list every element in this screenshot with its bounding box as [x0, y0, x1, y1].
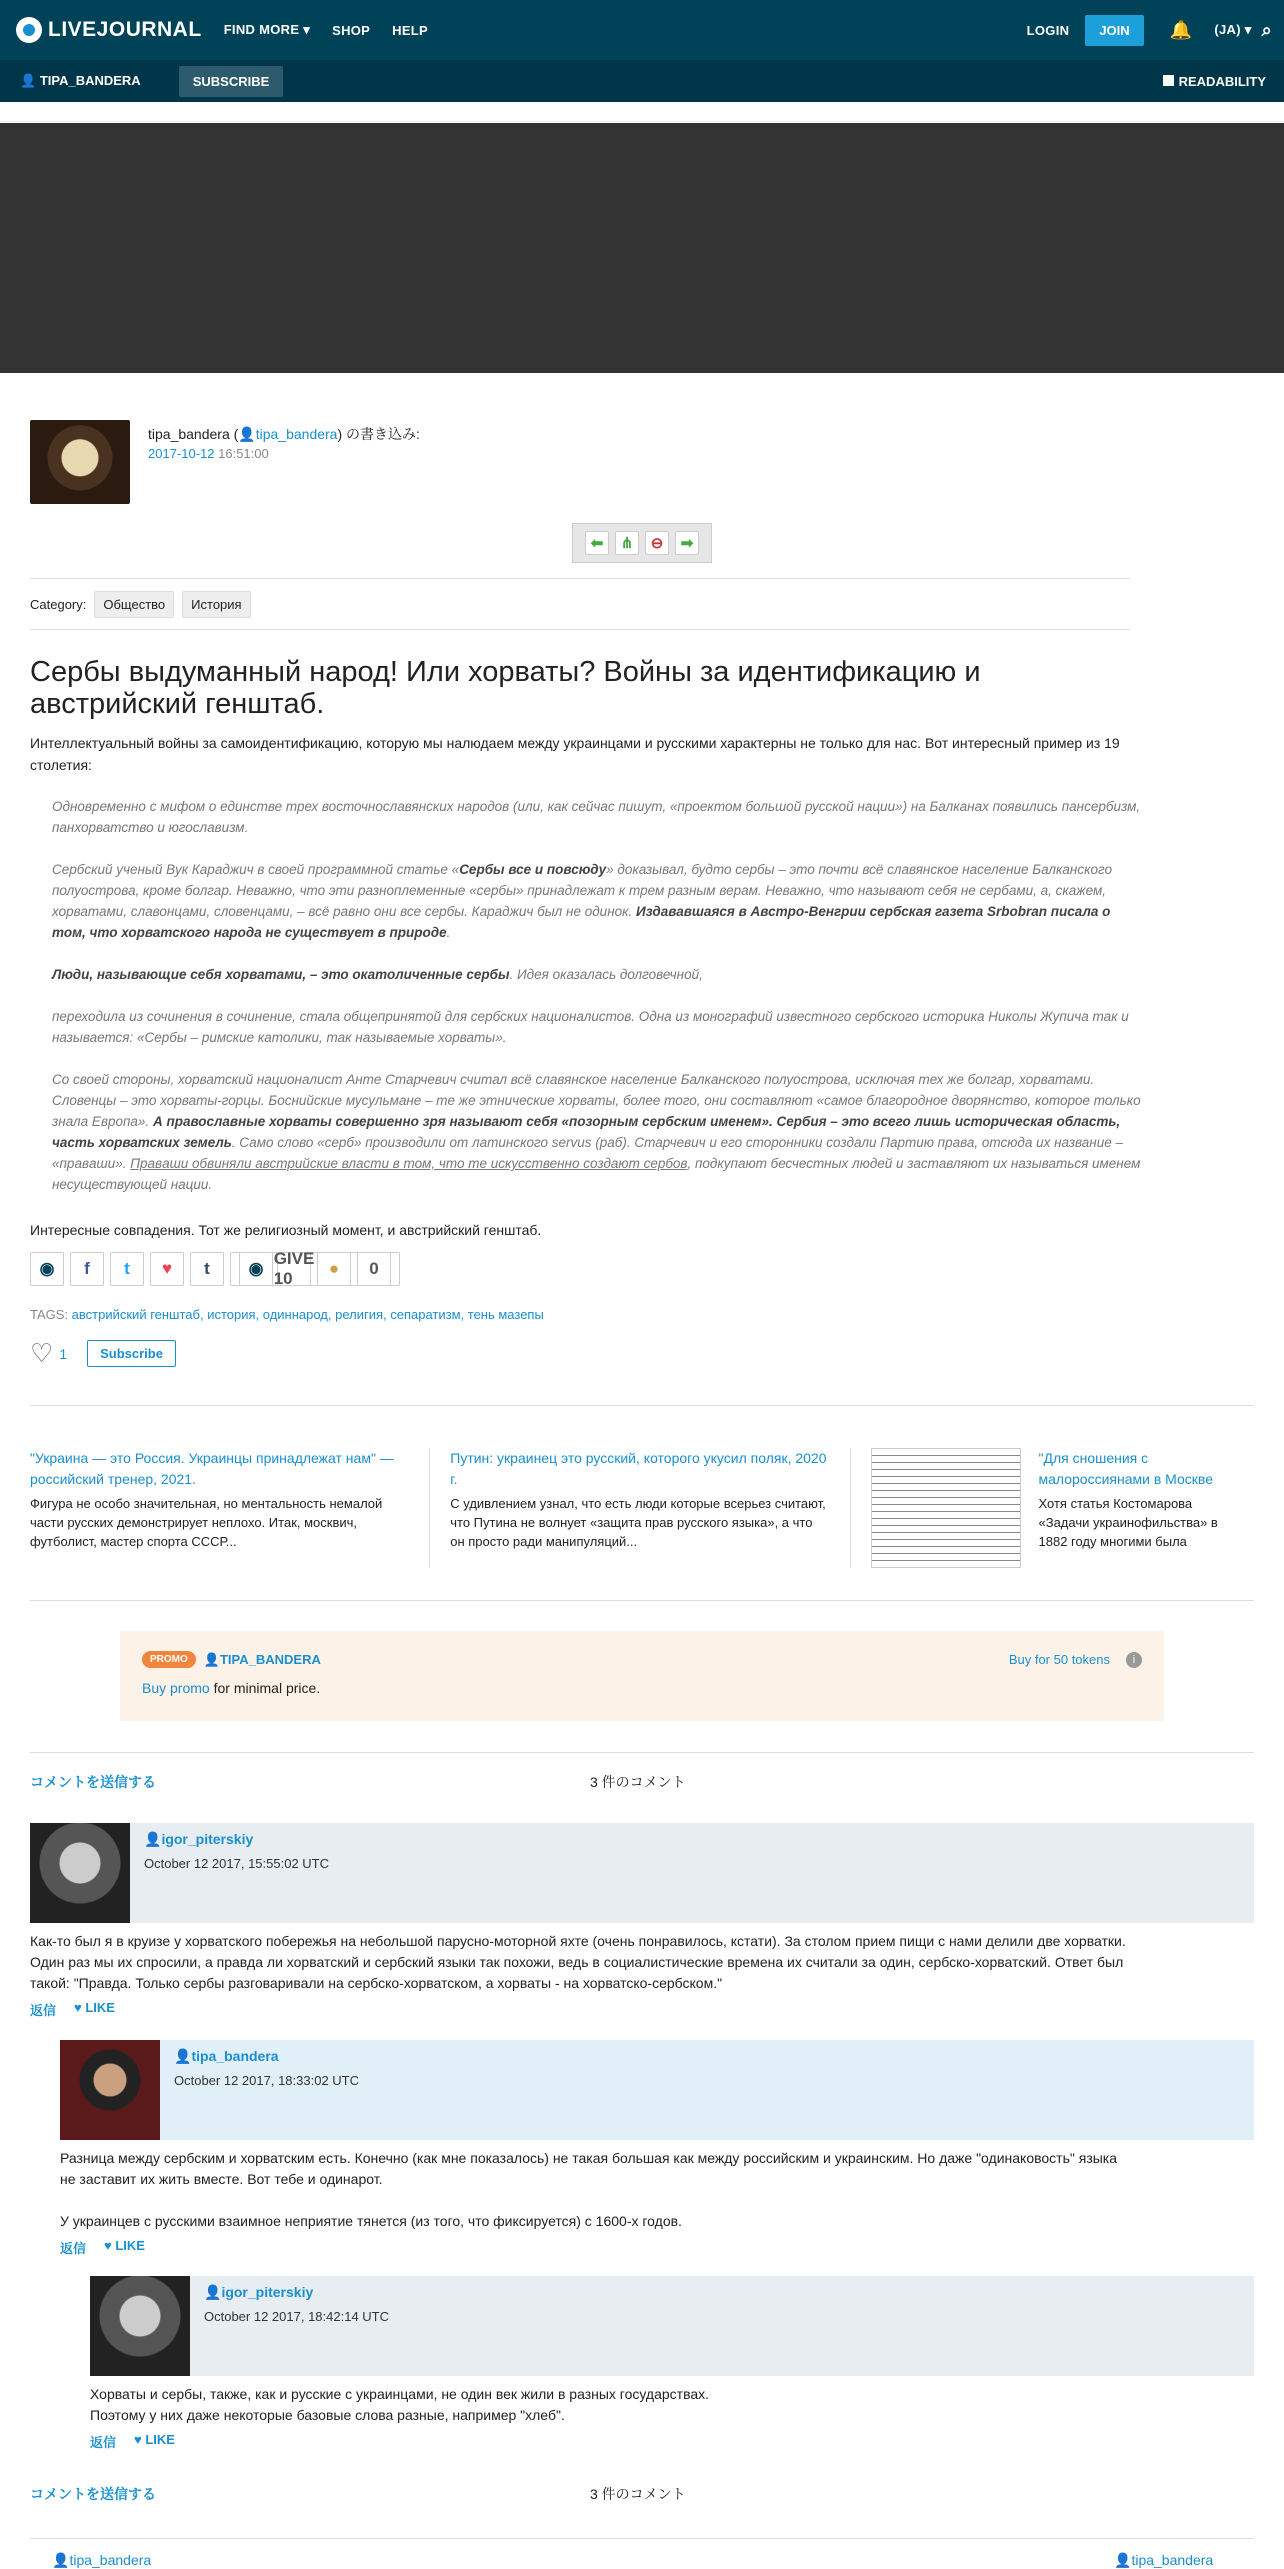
prev-arrow-icon[interactable]: ⬅: [585, 531, 609, 555]
comments-count: 3 件のコメント: [590, 1774, 686, 1790]
author-link[interactable]: 👤tipa_bandera: [238, 426, 338, 442]
send-comment-link[interactable]: コメントを送信する: [30, 1774, 156, 1790]
journal-bar: [0, 60, 1284, 102]
footer-user-link[interactable]: 👤tipa_bandera: [1114, 2552, 1214, 2568]
divider: [30, 578, 1130, 579]
like-button[interactable]: ♥ LIKE: [74, 2000, 115, 2015]
send-comment-link[interactable]: コメントを送信する: [30, 2486, 156, 2502]
reply-link[interactable]: 返信: [60, 2241, 87, 2256]
user-icon: 👤: [20, 73, 37, 88]
commenter-link[interactable]: 👤tipa_bandera: [174, 2048, 279, 2064]
divider: [30, 629, 1130, 630]
divider: [850, 1448, 851, 1568]
post-author: tipa_bandera (👤tipa_bandera) の書き込み:: [148, 426, 420, 442]
give-tokens-button[interactable]: ◉ GIVE 10 ● 0: [230, 1252, 400, 1286]
divider: [429, 1448, 430, 1568]
reply-link[interactable]: 返信: [90, 2435, 117, 2450]
login-link[interactable]: LOGIN: [1026, 22, 1070, 38]
block-icon[interactable]: ⊖: [645, 531, 669, 555]
coin-icon: ●: [317, 1252, 351, 1286]
divider: [30, 1600, 1254, 1601]
shop-link[interactable]: SHOP: [332, 22, 371, 38]
help-link[interactable]: HELP: [392, 22, 429, 38]
post-quote: Одновременно с мифом о единстве трех восточнославянских народов (или, как сейчас пишут, «проектом большой русской нации») на Балканах появились пансербизм, панхорватство и югославизм. Сербский ученый Вук Караджич в своей программной статье «Сербы все и повсюду» доказывал, будто сербы – это почти всё славянское население Балканского полуострова, кроме болгар. Неважно, что эти разноплеменные «сербы» принадлежат к трем разным верам. Неважно, что называют себя не сербами, а, скажем, хорватами, славонцами, словенцами, – всё равно они все сербы. Караджич был не одинок. Издававшаяся в Австро-Венгрии сербская газета Srbobran писала о том, что хорватского народа не существует в природе. Люди, называющие себя хорватами, – это окатоличенные сербы. Идея оказалась долговечной, переходила из сочинения в сочинение, стала общепринятой для сербских националистов. Одна из монографий известного сербского историка Николы Жупича так и называется: «Сербы – римские католики, так называемые хорваты». Со своей стороны, хорватский националист Анте Старчевич считал всё славянское население Балканского полуострова, исключая тех же болгар, хорватами. Словенцы – это хорваты-горцы. Боснийские мусульмане – те же этнические хорваты, более того, они составляют «самое благородное дворянство, которое только знала Европа». А православные хорваты совершенно зря называют себя «позорным сербским именем». Сербия – это всего лишь историческая область, часть хорватских земель. Само слово «серб» производили от латинского servus (раб). Старчевич и его сторонники создали Партию права, отсюда их название – «правaши». Правaши обвиняли австрийские власти в том, что те искусственно создают сербов, подкупают бесчестных людей и заставляют их называться именем несуществующей нации.: [52, 799, 1141, 1192]
comment: [30, 1823, 1254, 2019]
post-date[interactable]: 2017-10-12 16:51:00: [148, 446, 269, 461]
commenter-link[interactable]: 👤igor_piterskiy: [204, 2284, 314, 2300]
livejournal-logo[interactable]: LIVEJOURNAL: [16, 17, 202, 43]
divider: [0, 102, 1284, 122]
like-button[interactable]: ♥ LIKE: [104, 2238, 145, 2253]
comment-date[interactable]: October 12 2017, 15:55:02 UTC: [144, 1856, 330, 1871]
category-row: Category: Общество История: [30, 591, 251, 618]
likes-row: [30, 1338, 176, 1369]
heart-icon[interactable]: ♡: [30, 1338, 54, 1368]
comments-bar: [30, 1772, 1254, 1792]
buy-promo-link[interactable]: Buy promo: [142, 1680, 210, 1696]
divider: [30, 2538, 1254, 2539]
related-post[interactable]: "Украина — это Россия. Украинцы принадлежат нам" — российский тренер, 2021. Фигура не особо значительная, но ментальность немалой части русских демонстрирует неплохо. Итак, москвич, футболист, мастер спорта СССР...: [30, 1450, 394, 1549]
post-title: Сербы выдуманный народ! Или хорваты? Войны за идентификацию и австрийский генштаб.: [30, 656, 981, 720]
related-posts: [30, 1448, 1254, 1568]
pocket-icon[interactable]: ♥: [150, 1252, 184, 1286]
readability-toggle[interactable]: READABILITY: [1163, 74, 1266, 89]
post-intro: Интеллектуальный войны за самоидентификацию, которую мы налюдаем между украинцами и русскими характерны не только для нас. Вот интересный пример из 19 столетия:: [30, 735, 1120, 773]
commenter-userpic[interactable]: [60, 2040, 160, 2140]
share-icon[interactable]: ⋔: [615, 531, 639, 555]
share-buttons: [30, 1249, 400, 1288]
related-post[interactable]: Путин: украинец это русский, которого укусил поляк, 2020 г. С удивлением узнал, что есть люди которые всерьез считают, что Путина не волнует «защита прав русского языка», а что он просто ради манипуляций...: [450, 1450, 827, 1549]
divider: [30, 1405, 1254, 1406]
twitter-icon[interactable]: t: [110, 1252, 144, 1286]
lj-share-icon[interactable]: ◉: [30, 1252, 64, 1286]
promo-badge: PROMO: [142, 1651, 196, 1668]
like-button[interactable]: ♥ LIKE: [134, 2432, 175, 2447]
search-icon[interactable]: ⌕: [1261, 19, 1272, 40]
tags-row: TAGS: австрийский генштаб, история, одиннарод, религия, сепаратизм, тень мазепы: [30, 1307, 544, 1322]
ad-banner: [0, 123, 1284, 373]
post: [30, 420, 1141, 1368]
author-userpic[interactable]: [30, 420, 130, 504]
likes-count: 1: [59, 1345, 68, 1362]
find-more-menu[interactable]: FIND MORE ▾: [223, 22, 311, 37]
next-arrow-icon[interactable]: ➡: [675, 531, 699, 555]
lj-icon: ◉: [239, 1252, 273, 1286]
buy-tokens-link[interactable]: Buy for 50 tokens: [1008, 1652, 1110, 1667]
post-outro: Интересные совпадения. Тот же религиозный момент, и австрийский генштаб.: [30, 1222, 542, 1238]
checkbox-icon: [1163, 75, 1174, 86]
join-button[interactable]: JOIN: [1085, 15, 1143, 46]
footer-user-link[interactable]: 👤tipa_bandera: [52, 2552, 152, 2568]
info-icon[interactable]: i: [1126, 1652, 1142, 1668]
tag-links[interactable]: австрийский генштаб, история, одиннарод, религия, сепаратизм, тень мазепы: [71, 1307, 544, 1322]
comment: [60, 2040, 1254, 2257]
promo-user-link[interactable]: 👤TIPA_BANDERA: [203, 1651, 321, 1667]
subscribe-button[interactable]: SUBSCRIBE: [179, 66, 284, 97]
post-subscribe-button[interactable]: Subscribe: [87, 1340, 176, 1367]
comment-text: Как-то был я в круизе у хорватского побережья на небольшой парусно-моторной яхте (очень понравилось, кстати). За столом прием пищи с нами делили две хорватки. Один раз мы их спросили, а правда ли хорватский и сербский языки так похожи, ведь в социалистические времена их считали за один, сербско-хорватский. Ответ был такой: "Правда. Только сербы разговаривали на сербско-хорватском, а хорваты - на хорватско-сербском.": [30, 1933, 1126, 1991]
commenter-userpic[interactable]: [30, 1823, 130, 1923]
tumblr-icon[interactable]: t: [190, 1252, 224, 1286]
bell-icon[interactable]: 🔔: [1169, 19, 1193, 40]
comment: [90, 2276, 1254, 2451]
category-tag[interactable]: История: [182, 591, 250, 618]
promo-box: PROMO 👤TIPA_BANDERA Buy for 50 tokens i Buy promo for minimal price.: [120, 1631, 1164, 1721]
commenter-link[interactable]: 👤igor_piterskiy: [144, 1831, 254, 1847]
reply-link[interactable]: 返信: [30, 2003, 57, 2018]
language-select[interactable]: (JA) ▾: [1214, 22, 1252, 37]
comment-date[interactable]: October 12 2017, 18:33:02 UTC: [174, 2073, 360, 2088]
journal-user[interactable]: 👤 TIPA_BANDERA: [20, 73, 141, 88]
lj-logo-icon: [16, 17, 42, 43]
category-tag[interactable]: Общество: [94, 591, 174, 618]
comments-count: 3 件のコメント: [590, 2486, 686, 2502]
related-post[interactable]: "Для сношения с малороссиянами в Москве Хотя статья Костомарова «Задачи украинофильства» в 1882 году многими была: [1038, 1450, 1218, 1549]
post-navigation: [572, 523, 712, 563]
divider: [30, 1752, 1254, 1753]
comment-text: Хорваты и сербы, также, как и русские с украинцами, не один век жили в разных государствах. Поэтому у них даже некоторые базовые слова разные, например "хлеб".: [90, 2386, 710, 2423]
comments-bar: [30, 2484, 1254, 2504]
comment-date[interactable]: October 12 2017, 18:42:14 UTC: [204, 2309, 390, 2324]
related-post-thumbnail[interactable]: [871, 1448, 1021, 1568]
commenter-userpic[interactable]: [90, 2276, 190, 2376]
facebook-icon[interactable]: f: [70, 1252, 104, 1286]
top-navbar: [0, 0, 1284, 60]
comment-text: Разница между сербским и хорватским есть. Конечно (как мне показалось) не такая большая как между российским и украинским. Но даже "одинаковость" языка не заставит их жить вместе. Вот тебе и одинарот. У украинцев с русскими взаимное неприятие тянется (из того, что фиксируется) с 1600-х годов.: [60, 2150, 1118, 2229]
